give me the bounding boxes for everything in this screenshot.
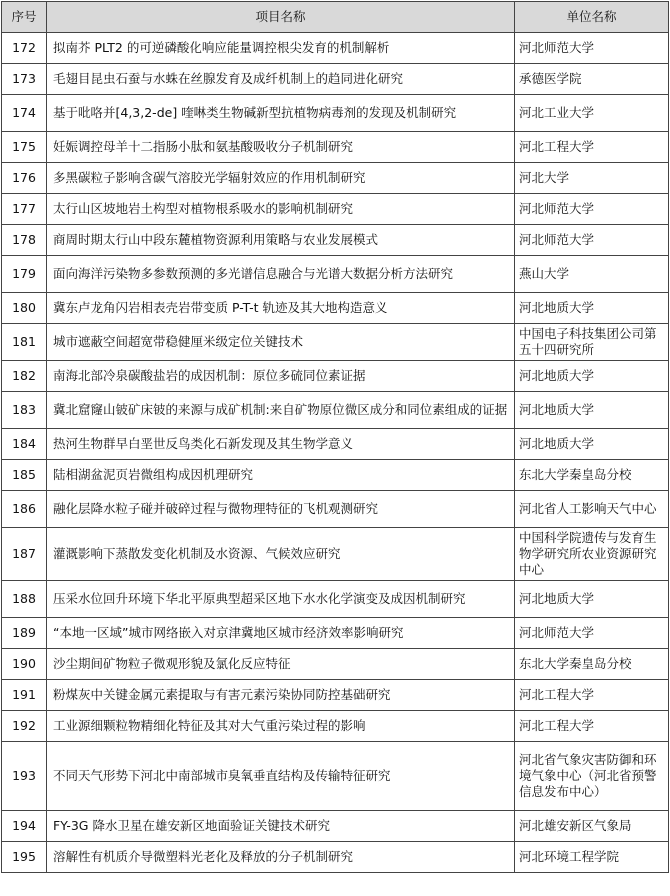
table-row bbox=[2, 361, 669, 392]
cell-num: 195 bbox=[2, 842, 47, 873]
cell-project-name: 热河生物群早白垩世反鸟类化石新发现及其生物学意义 bbox=[47, 429, 515, 460]
cell-project-name: 基于吡咯并[4,3,2-de] 喹啉类生物碱新型抗植物病毒剂的发现及机制研究 bbox=[47, 95, 515, 132]
cell-unit-name: 东北大学秦皇岛分校 bbox=[515, 460, 669, 491]
cell-project-name: 城市遮蔽空间超宽带稳健厘米级定位关键技术 bbox=[47, 324, 515, 361]
cell-unit-name: 中国科学院遗传与发育生物学研究所农业资源研究中心 bbox=[515, 528, 669, 581]
cell-num: 188 bbox=[2, 581, 47, 618]
cell-project-name: 拟南芥 PLT2 的可逆磷酸化响应能量调控根尖发育的机制解析 bbox=[47, 33, 515, 64]
cell-project-name: FY-3G 降水卫星在雄安新区地面验证关键技术研究 bbox=[47, 811, 515, 842]
table-row bbox=[2, 256, 669, 293]
header-num: 序号 bbox=[2, 2, 47, 33]
cell-unit-name: 燕山大学 bbox=[515, 256, 669, 293]
cell-num: 191 bbox=[2, 680, 47, 711]
cell-project-name: 粉煤灰中关键金属元素提取与有害元素污染协同防控基础研究 bbox=[47, 680, 515, 711]
cell-unit-name: 河北地质大学 bbox=[515, 361, 669, 392]
cell-unit-name: 河北雄安新区气象局 bbox=[515, 811, 669, 842]
table-row bbox=[2, 64, 669, 95]
cell-project-name: 多黑碳粒子影响含碳气溶胶光学辐射效应的作用机制研究 bbox=[47, 163, 515, 194]
cell-unit-name: 河北工程大学 bbox=[515, 132, 669, 163]
table-row bbox=[2, 842, 669, 873]
table-row bbox=[2, 649, 669, 680]
cell-unit-name: 河北工程大学 bbox=[515, 711, 669, 742]
cell-project-name: 南海北部冷泉碳酸盐岩的成因机制：原位多硫同位素证据 bbox=[47, 361, 515, 392]
cell-project-name: 妊娠调控母羊十二指肠小肽和氨基酸吸收分子机制研究 bbox=[47, 132, 515, 163]
cell-unit-name: 河北大学 bbox=[515, 163, 669, 194]
header-project-name: 项目名称 bbox=[47, 2, 515, 33]
cell-unit-name: 河北工业大学 bbox=[515, 95, 669, 132]
cell-project-name: 灌溉影响下蒸散发变化机制及水资源、气候效应研究 bbox=[47, 528, 515, 581]
cell-unit-name: 河北省气象灾害防御和环境气象中心（河北省预警信息发布中心） bbox=[515, 742, 669, 811]
cell-project-name: 工业源细颗粒物精细化特征及其对大气重污染过程的影响 bbox=[47, 711, 515, 742]
cell-num: 184 bbox=[2, 429, 47, 460]
table-row bbox=[2, 491, 669, 528]
cell-num: 177 bbox=[2, 194, 47, 225]
cell-unit-name: 承德医学院 bbox=[515, 64, 669, 95]
table-row bbox=[2, 680, 669, 711]
table-row bbox=[2, 293, 669, 324]
table-row bbox=[2, 460, 669, 491]
cell-project-name: 毛翅目昆虫石蚕与水蛛在丝腺发育及成纤机制上的趋同进化研究 bbox=[47, 64, 515, 95]
table-row bbox=[2, 618, 669, 649]
cell-unit-name: 河北工程大学 bbox=[515, 680, 669, 711]
cell-unit-name: 河北师范大学 bbox=[515, 618, 669, 649]
cell-num: 183 bbox=[2, 392, 47, 429]
cell-project-name: 商周时期太行山中段东麓植物资源利用策略与农业发展模式 bbox=[47, 225, 515, 256]
table-row bbox=[2, 811, 669, 842]
table-row bbox=[2, 324, 669, 361]
cell-project-name: 太行山区坡地岩土构型对植物根系吸水的影响机制研究 bbox=[47, 194, 515, 225]
cell-num: 175 bbox=[2, 132, 47, 163]
cell-num: 176 bbox=[2, 163, 47, 194]
cell-project-name: 冀北窟窿山铍矿床铍的来源与成矿机制:来自矿物原位微区成分和同位素组成的证据 bbox=[47, 392, 515, 429]
table-row bbox=[2, 194, 669, 225]
cell-num: 193 bbox=[2, 742, 47, 811]
cell-unit-name: 河北地质大学 bbox=[515, 581, 669, 618]
cell-project-name: 不同天气形势下河北中南部城市臭氧垂直结构及传输特征研究 bbox=[47, 742, 515, 811]
cell-num: 194 bbox=[2, 811, 47, 842]
table-header-row bbox=[2, 2, 669, 33]
cell-num: 186 bbox=[2, 491, 47, 528]
table-row bbox=[2, 163, 669, 194]
cell-num: 173 bbox=[2, 64, 47, 95]
cell-unit-name: 河北地质大学 bbox=[515, 392, 669, 429]
cell-project-name: 溶解性有机质介导微塑料光老化及释放的分子机制研究 bbox=[47, 842, 515, 873]
cell-num: 185 bbox=[2, 460, 47, 491]
cell-unit-name: 河北环境工程学院 bbox=[515, 842, 669, 873]
cell-unit-name: 河北地质大学 bbox=[515, 293, 669, 324]
cell-unit-name: 河北地质大学 bbox=[515, 429, 669, 460]
table-row bbox=[2, 225, 669, 256]
cell-project-name: 陆相湖盆泥页岩微组构成因机理研究 bbox=[47, 460, 515, 491]
table-row bbox=[2, 95, 669, 132]
project-table bbox=[1, 1, 669, 873]
cell-num: 187 bbox=[2, 528, 47, 581]
cell-project-name: 沙尘期间矿物粒子微观形貌及氯化反应特征 bbox=[47, 649, 515, 680]
table-row bbox=[2, 429, 669, 460]
cell-project-name: 冀东卢龙角闪岩相表壳岩带变质 P-T-t 轨迹及其大地构造意义 bbox=[47, 293, 515, 324]
table-row bbox=[2, 581, 669, 618]
cell-num: 181 bbox=[2, 324, 47, 361]
cell-num: 180 bbox=[2, 293, 47, 324]
cell-unit-name: 河北省人工影响天气中心 bbox=[515, 491, 669, 528]
cell-unit-name: 中国电子科技集团公司第五十四研究所 bbox=[515, 324, 669, 361]
header-unit-name: 单位名称 bbox=[515, 2, 669, 33]
cell-unit-name: 河北师范大学 bbox=[515, 225, 669, 256]
cell-num: 172 bbox=[2, 33, 47, 64]
table-row bbox=[2, 33, 669, 64]
cell-project-name: 融化层降水粒子碰并破碎过程与微物理特征的飞机观测研究 bbox=[47, 491, 515, 528]
table-body bbox=[2, 33, 669, 873]
cell-num: 192 bbox=[2, 711, 47, 742]
table-row bbox=[2, 711, 669, 742]
cell-project-name: “本地一区域”城市网络嵌入对京津冀地区城市经济效率影响研究 bbox=[47, 618, 515, 649]
table-row bbox=[2, 528, 669, 581]
cell-num: 178 bbox=[2, 225, 47, 256]
cell-num: 174 bbox=[2, 95, 47, 132]
cell-num: 182 bbox=[2, 361, 47, 392]
table-row bbox=[2, 742, 669, 811]
table-row bbox=[2, 392, 669, 429]
cell-num: 179 bbox=[2, 256, 47, 293]
cell-num: 189 bbox=[2, 618, 47, 649]
cell-unit-name: 河北师范大学 bbox=[515, 33, 669, 64]
cell-unit-name: 东北大学秦皇岛分校 bbox=[515, 649, 669, 680]
table-row bbox=[2, 132, 669, 163]
cell-num: 190 bbox=[2, 649, 47, 680]
cell-project-name: 面向海洋污染物多参数预测的多光谱信息融合与光谱大数据分析方法研究 bbox=[47, 256, 515, 293]
cell-unit-name: 河北师范大学 bbox=[515, 194, 669, 225]
cell-project-name: 压采水位回升环境下华北平原典型超采区地下水水化学演变及成因机制研究 bbox=[47, 581, 515, 618]
